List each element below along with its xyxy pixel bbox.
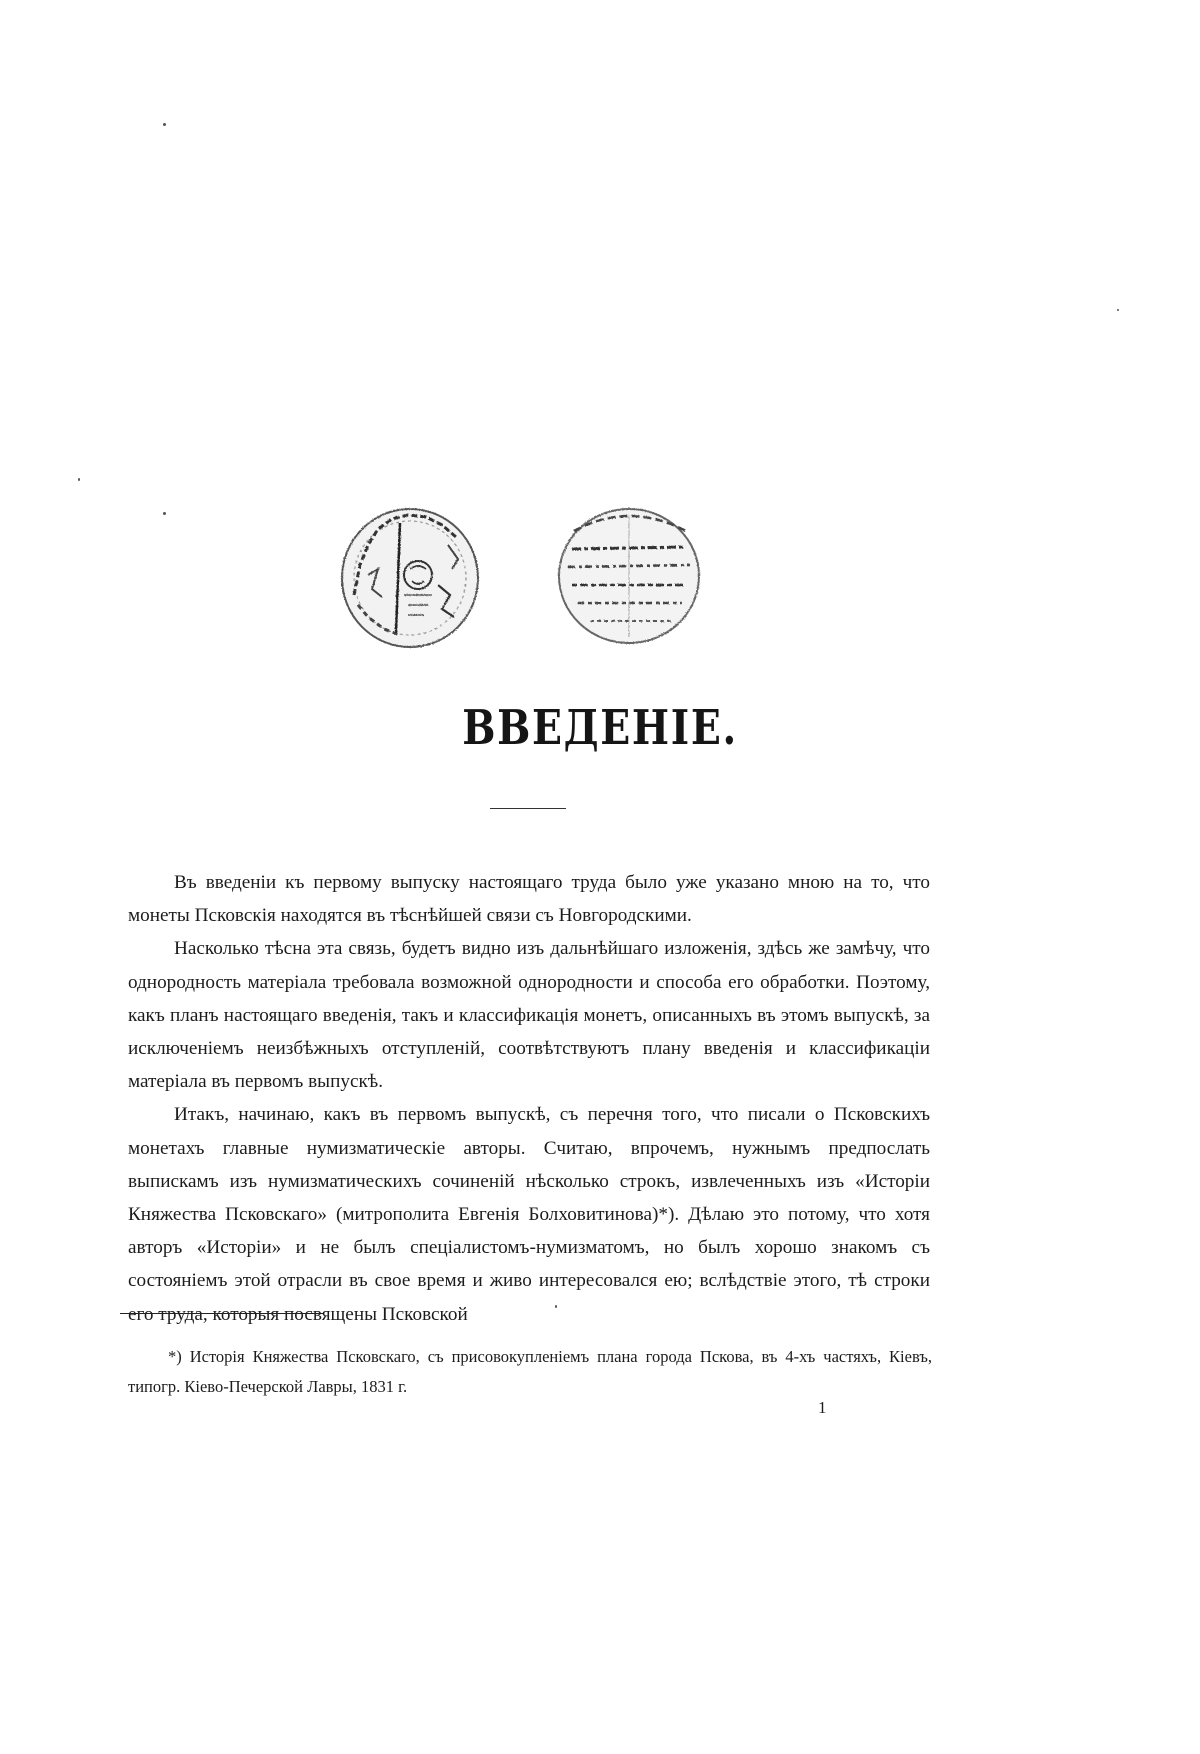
ink-speck — [78, 478, 80, 481]
paragraph: Въ введеніи къ первому выпуску настоящаго труда было уже указано мною на то, что монеты Псковскія находятся въ тѣснѣйшей связи съ Новгородскими. — [128, 872, 930, 927]
footnote-text: *) Исторія Княжества Псковскаго, съ присовокупленіемъ плана города Пскова, въ 4-хъ частяхъ, Кіевъ, типогр. Кіево-Печерской Лавры, 1831 г. — [128, 1347, 932, 1396]
coin-illustrations — [0, 505, 1200, 655]
title-divider — [490, 808, 566, 809]
paragraph: Насколько тѣсна эта связь, будетъ видно изъ дальнѣйшаго изложенія, здѣсь же замѣчу, что однородность матеріала требовала возможной однородности и способа его обработки. Поэтому, какъ планъ настоящаго введенія, такъ и классификація монетъ, описанныхъ въ этомъ выпускѣ, за исключеніемъ неизбѣжныхъ отступленій, соотвѣтствуютъ плану введенія и классификаціи матеріала въ первомъ выпускѣ. — [128, 938, 930, 1093]
paragraph: Итакъ, начинаю, какъ въ первомъ выпускѣ, съ перечня того, что писали о Псковскихъ монетахъ главные нумизматическіе авторы. Считаю, впрочемъ, нужнымъ предпослать выпискамъ изъ нумизматическихъ сочиненій нѣсколько строкъ, извлеченныхъ изъ «Исторіи Княжества Псковскаго» (митрополита Евгенія Болховитинова)*). Дѣлаю это потому, что хотя авторъ «Исторіи» и не былъ спеціалистомъ-нумизматомъ, но былъ хорошо знакомъ съ состояніемъ этой отрасли въ свое время и живо интересовался ею; вслѣдствіе этого, тѣ строки его труда, которыя посвящены Псковской — [128, 1104, 930, 1325]
page-number: 1 — [818, 1398, 827, 1417]
coin-obverse-image — [338, 505, 482, 651]
coin-reverse-image — [554, 505, 704, 647]
chapter-title: ВВЕДЕНІЕ. — [462, 700, 738, 756]
ink-speck — [163, 123, 166, 126]
footnote-divider — [120, 1313, 324, 1314]
body-text — [128, 866, 930, 1331]
ink-speck — [1117, 309, 1119, 311]
footnote — [128, 1342, 932, 1402]
